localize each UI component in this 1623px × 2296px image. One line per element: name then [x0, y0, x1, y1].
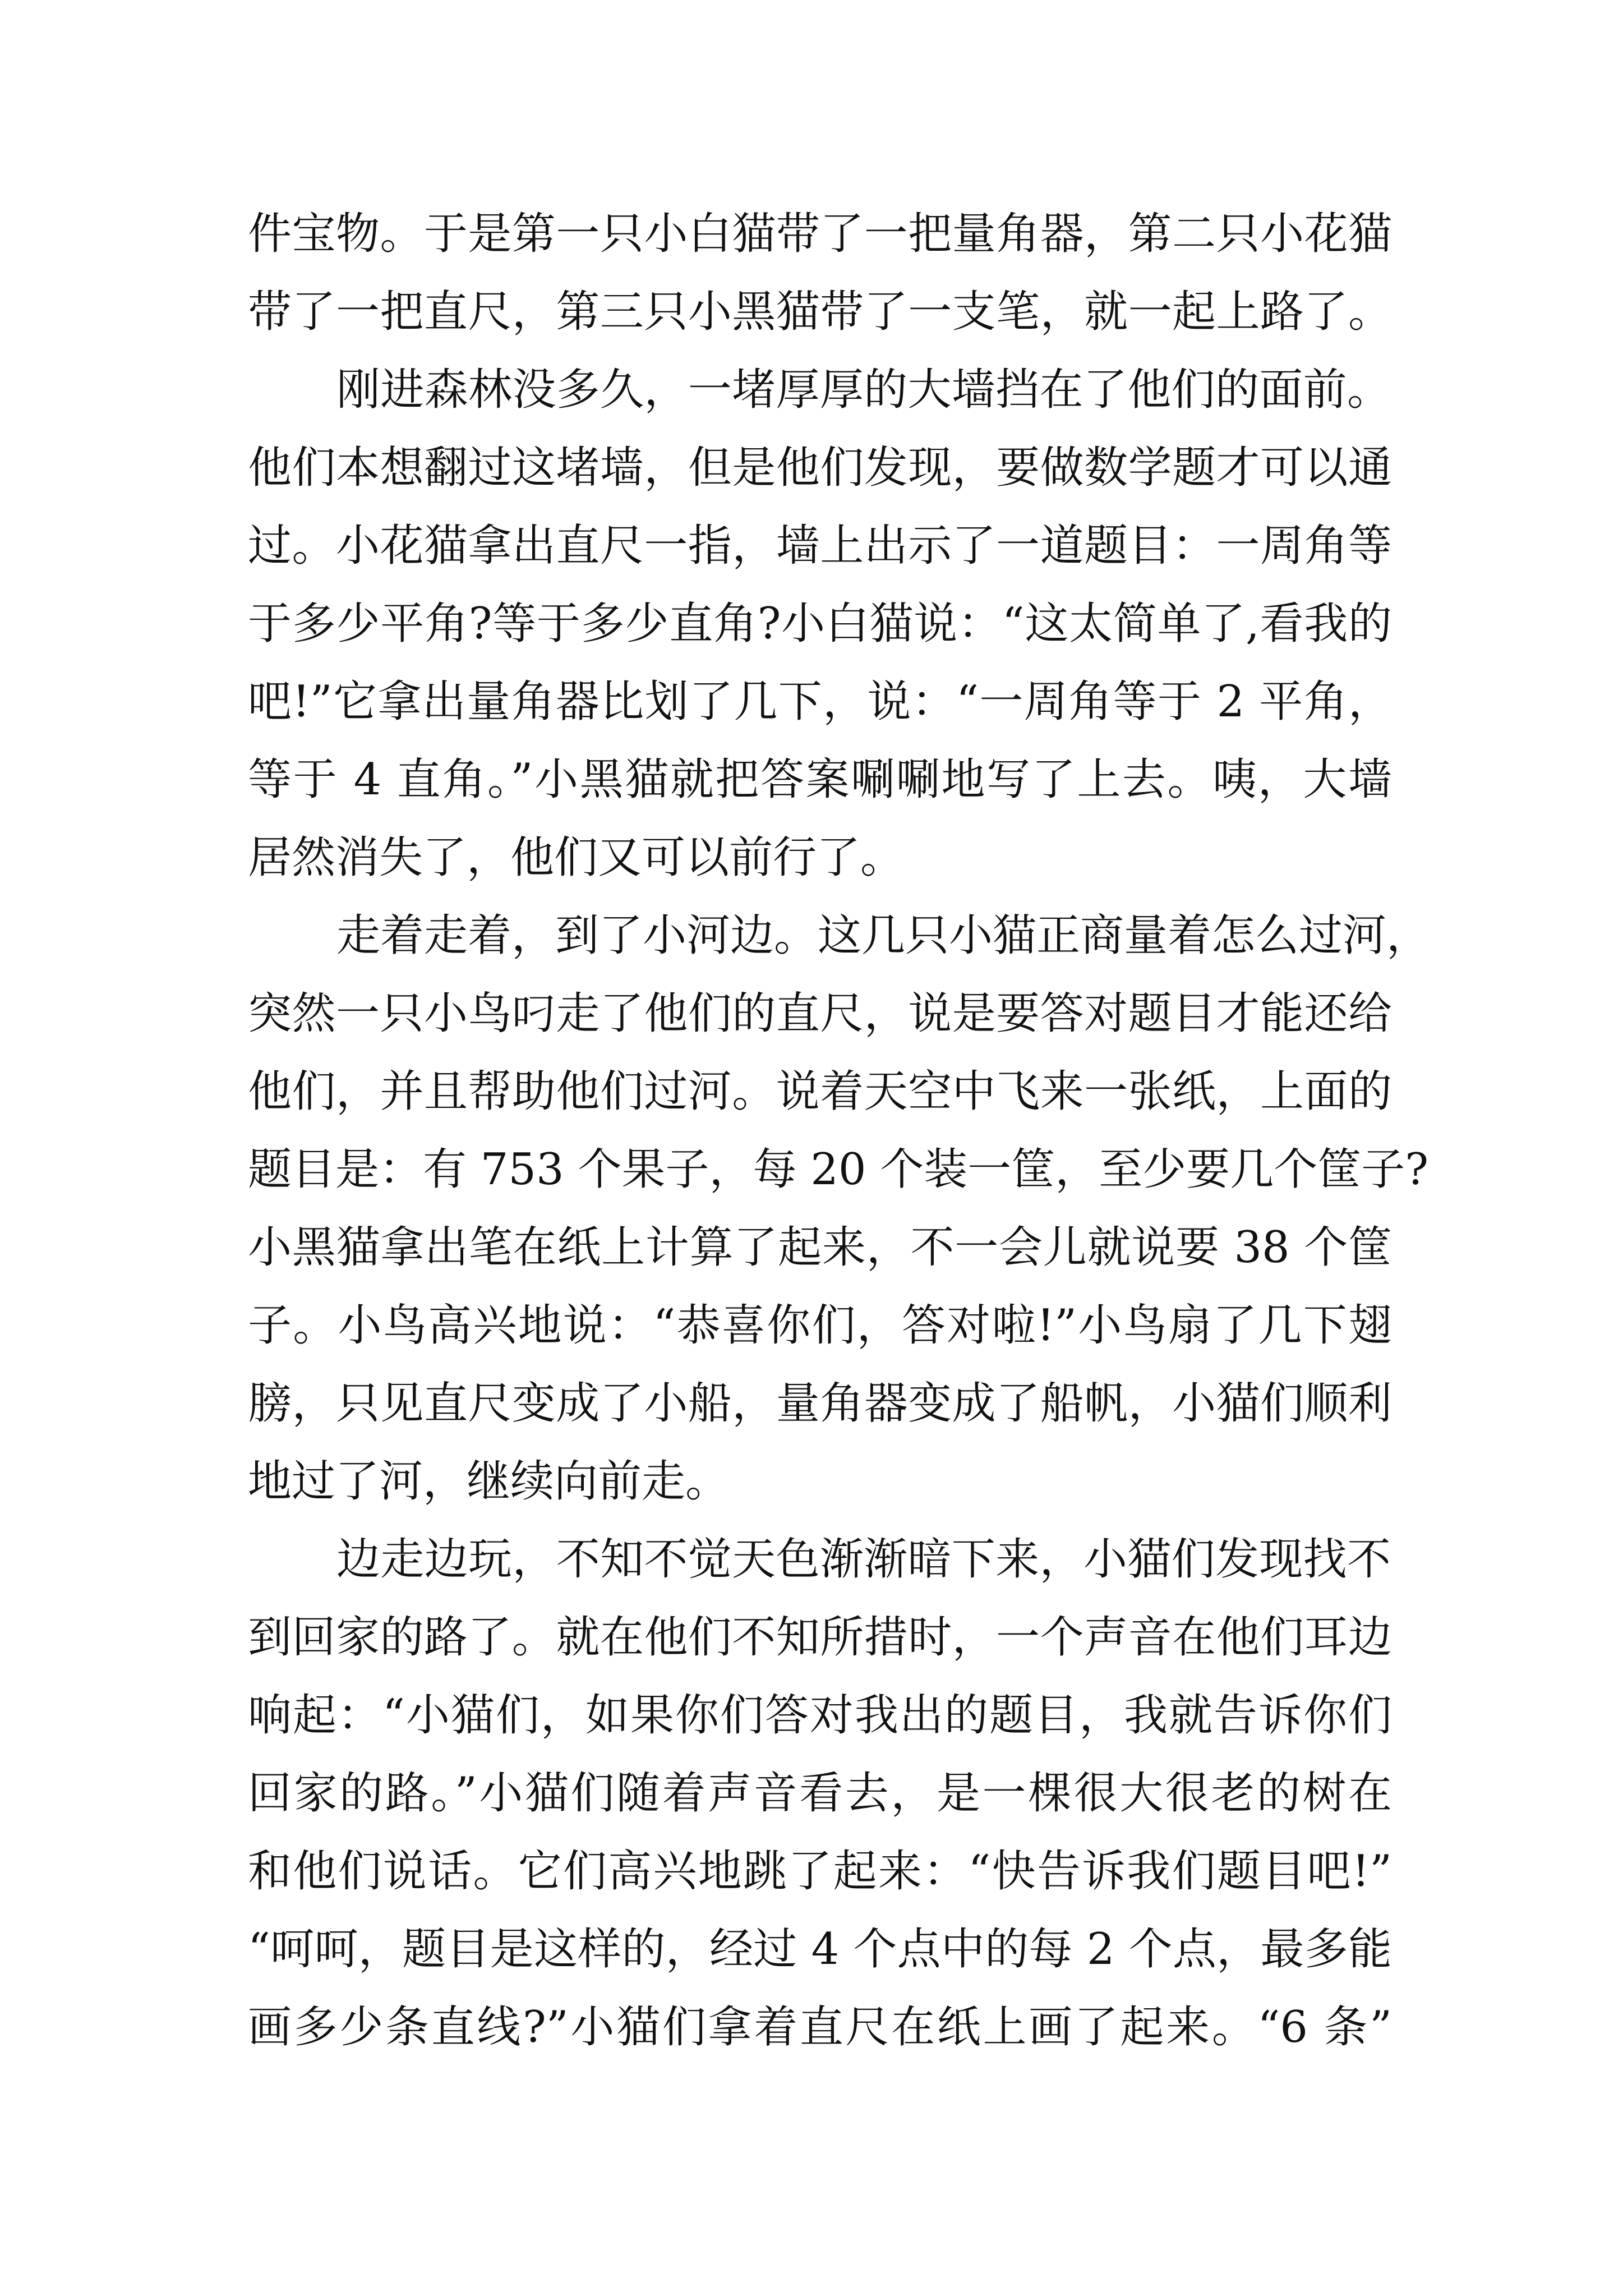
paragraph-end-line: 居然消失了，他们又可以前行了。	[248, 832, 905, 883]
text-line: 和他们说话。它们高兴地跳了起来：“快告诉我们题目吧!”	[248, 1846, 1392, 1897]
text-line: 过。小花猫拿出直尺一指，墙上出示了一道题目：一周角等	[248, 521, 1392, 571]
text-line: 带了一把直尺，第三只小黑猫带了一支笔，就一起上路了。	[248, 287, 1392, 337]
text-line: 于多少平角?等于多少直角?小白猫说：“这太简单了,看我的	[248, 599, 1392, 649]
text-line: 子。小鸟高兴地说：“恭喜你们，答对啦!”小鸟扇了几下翅	[248, 1300, 1392, 1351]
text-line: 响起：“小猫们，如果你们答对我出的题目，我就告诉你们	[248, 1690, 1392, 1741]
text-line: 画多少条直线?”小猫们拿着直尺在纸上画了起来。“6 条”	[248, 2002, 1392, 2053]
text-line: 到回家的路了。就在他们不知所措时，一个声音在他们耳边	[248, 1612, 1392, 1663]
paragraph-end-line: 地过了河，继续向前走。	[248, 1456, 730, 1507]
text-line: 他们本想翻过这堵墙，但是他们发现，要做数学题才可以通	[248, 443, 1392, 493]
text-line: 小黑猫拿出笔在纸上计算了起来，不一会儿就说要 38 个筐	[248, 1222, 1392, 1273]
text-line: 等于 4 直角。”小黑猫就把答案唰唰地写了上去。咦，大墙	[248, 754, 1392, 805]
paragraph-start-line: 走着走着，到了小河边。这几只小猫正商量着怎么过河，	[336, 910, 1431, 961]
paragraph-start-line: 边走边玩，不知不觉天色渐渐暗下来，小猫们发现找不	[336, 1534, 1391, 1585]
text-line: 吧!”它拿出量角器比划了几下，说：“一周角等于 2 平角，	[248, 677, 1392, 727]
text-line: “呵呵，题目是这样的，经过 4 个点中的每 2 个点，最多能	[248, 1924, 1392, 1975]
text-line: 膀，只见直尺变成了小船，量角器变成了船帆，小猫们顺利	[248, 1378, 1392, 1429]
text-line: 突然一只小鸟叼走了他们的直尺，说是要答对题目才能还给	[248, 988, 1392, 1039]
text-line: 题目是：有 753 个果子，每 20 个装一筐，至少要几个筐子?	[248, 1144, 1429, 1195]
text-line: 他们，并且帮助他们过河。说着天空中飞来一张纸，上面的	[248, 1066, 1392, 1117]
text-line: 件宝物。于是第一只小白猫带了一把量角器，第二只小花猫	[248, 209, 1392, 259]
paragraph-start-line: 刚进森林没多久，一堵厚厚的大墙挡在了他们的面前。	[336, 365, 1391, 415]
text-line: 回家的路。”小猫们随着声音看去，是一棵很大很老的树在	[248, 1768, 1392, 1819]
